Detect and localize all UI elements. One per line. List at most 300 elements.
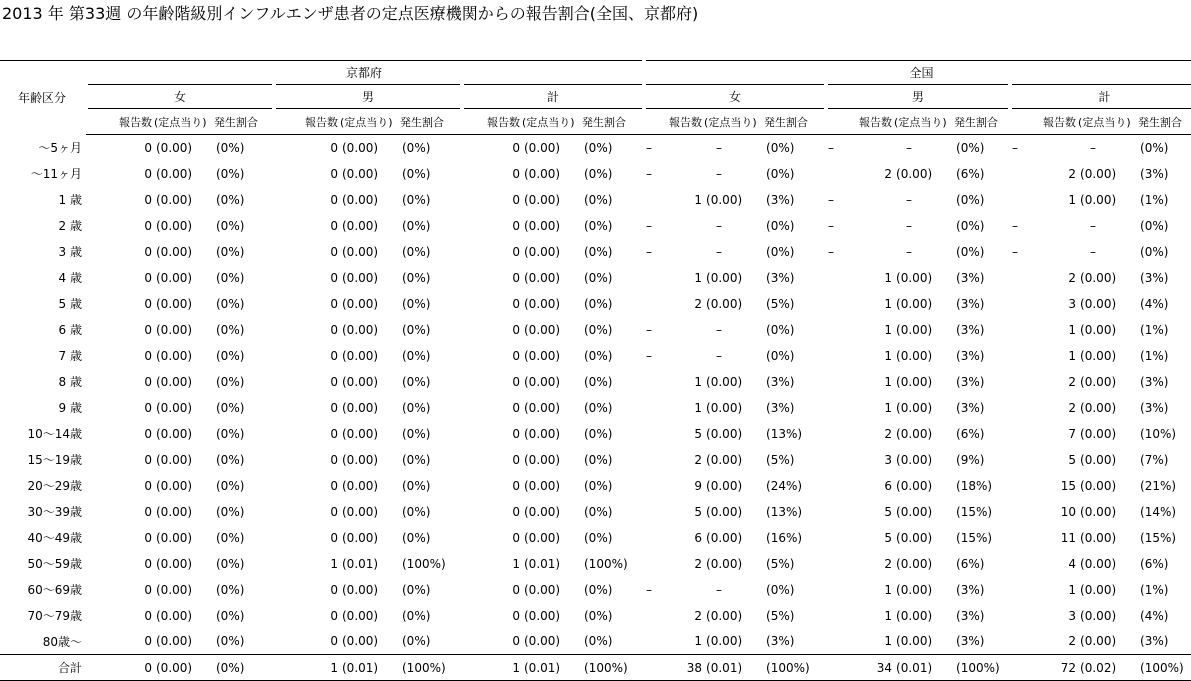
per-site-cell: (0.00) — [896, 478, 933, 493]
count-cell: 0 — [512, 270, 520, 285]
per-site-cell: (0.00) — [154, 655, 210, 681]
ratio-cell: (0%) — [766, 140, 795, 155]
per-site-cell: (0.00) — [524, 140, 561, 155]
count-cell: 5 — [884, 530, 893, 545]
ratio-cell: (0%) — [402, 322, 431, 337]
per-site-cell: (0.00) — [342, 504, 379, 519]
ratio-cell: (0%) — [766, 322, 795, 337]
count-cell: 0 — [330, 192, 338, 207]
ratio-cell: (0%) — [216, 192, 245, 207]
ratio-cell: (0%) — [956, 218, 985, 233]
per-site-cell: (0.00) — [524, 244, 561, 259]
page-title: 2013 年 第33週 の年齢階級別インフルエンザ患者の定点医療機関からの報告割合(全国、京都府) — [2, 4, 699, 23]
count-cell: 0 — [144, 608, 152, 623]
count-cell: – — [646, 348, 653, 363]
ratio-cell: (0%) — [584, 634, 613, 649]
count-cell: 9 — [694, 478, 703, 493]
ratio-cell: (0%) — [402, 296, 431, 311]
ratio-cell: (3%) — [1140, 374, 1169, 389]
per-site-cell: (0.00) — [524, 218, 561, 233]
count-cell: 5 — [1068, 452, 1077, 467]
count-cell: 0 — [512, 192, 520, 207]
count-cell: 1 — [1068, 322, 1077, 337]
per-site-cell: (0.00) — [342, 348, 379, 363]
ratio-cell: (0%) — [216, 530, 245, 545]
ratio-cell: (0%) — [584, 530, 613, 545]
count-cell: – — [828, 244, 835, 259]
per-site-cell: – — [906, 192, 913, 207]
per-site-cell: (0.00) — [1080, 322, 1117, 337]
per-site-cell: (0.00) — [1080, 166, 1117, 181]
count-cell: 0 — [330, 634, 338, 649]
count-cell: 0 — [512, 140, 520, 155]
kyoto-total-per-site-header: (定点当り) — [522, 109, 578, 135]
ratio-cell: (0%) — [216, 322, 245, 337]
ratio-cell: (0%) — [584, 426, 613, 441]
national-female-header: 女 — [644, 85, 826, 109]
per-site-cell: (0.01) — [340, 655, 396, 681]
per-site-cell: (0.00) — [342, 530, 379, 545]
per-site-cell: – — [906, 244, 913, 259]
age-cell: 合計 — [0, 655, 86, 681]
per-site-cell: (0.00) — [1080, 478, 1117, 493]
ratio-cell: (0%) — [216, 504, 245, 519]
per-site-cell: (0.00) — [156, 218, 193, 233]
kyoto-total-ratio-header: 発生割合 — [578, 109, 644, 135]
per-site-cell: (0.00) — [156, 582, 193, 597]
per-site-cell: (0.00) — [156, 504, 193, 519]
count-cell: 72 — [1010, 655, 1078, 681]
count-cell: 2 — [694, 608, 703, 623]
count-cell: 2 — [694, 556, 703, 571]
ratio-cell: (0%) — [402, 218, 431, 233]
per-site-cell: (0.00) — [342, 374, 379, 389]
ratio-cell: (0%) — [216, 140, 245, 155]
ratio-cell: (0%) — [402, 608, 431, 623]
table-row — [0, 135, 1191, 161]
region-kyoto-header: 京都府 — [86, 61, 644, 85]
ratio-cell: (0%) — [402, 374, 431, 389]
ratio-cell: (5%) — [766, 608, 795, 623]
table-row — [0, 265, 1191, 291]
ratio-cell: (13%) — [766, 426, 803, 441]
per-site-cell: (0.00) — [706, 608, 743, 623]
per-site-cell: (0.00) — [524, 374, 561, 389]
table-row — [0, 343, 1191, 369]
age-cell: 60～69歳 — [27, 583, 82, 597]
ratio-cell: (0%) — [216, 452, 245, 467]
count-cell: 0 — [144, 452, 152, 467]
per-site-cell: – — [716, 166, 723, 181]
ratio-cell: (3%) — [956, 322, 985, 337]
per-site-cell: (0.00) — [896, 426, 933, 441]
count-cell: 0 — [144, 556, 152, 571]
count-cell: 1 — [884, 374, 893, 389]
count-cell: 0 — [330, 140, 338, 155]
per-site-cell: (0.00) — [524, 478, 561, 493]
count-cell: 10 — [1060, 504, 1077, 519]
per-site-cell: (0.00) — [342, 452, 379, 467]
per-site-cell: (0.00) — [342, 478, 379, 493]
ratio-cell: (1%) — [1140, 348, 1169, 363]
count-cell: 0 — [512, 530, 520, 545]
per-site-cell: (0.00) — [524, 530, 561, 545]
per-site-cell: – — [906, 140, 913, 155]
national-female-per-site-header: (定点当り) — [704, 109, 760, 135]
table-row — [0, 317, 1191, 343]
kyoto-female-count-header: 報告数 — [86, 109, 154, 135]
age-cell: 9 歳 — [58, 401, 82, 415]
count-cell: 0 — [512, 452, 520, 467]
count-cell: 4 — [1068, 556, 1077, 571]
ratio-cell: (6%) — [956, 426, 985, 441]
ratio-cell: (3%) — [956, 270, 985, 285]
count-cell: 0 — [144, 322, 152, 337]
count-cell: 0 — [330, 166, 338, 181]
ratio-cell: (15%) — [1140, 530, 1177, 545]
per-site-cell: (0.00) — [896, 166, 933, 181]
ratio-cell: (0%) — [956, 244, 985, 259]
per-site-cell: (0.00) — [156, 166, 193, 181]
count-cell: 1 — [1068, 192, 1077, 207]
per-site-cell: (0.00) — [524, 400, 561, 415]
age-cell: 6 歳 — [58, 323, 82, 337]
count-cell: 0 — [330, 218, 338, 233]
per-site-cell: (0.00) — [524, 322, 561, 337]
per-site-cell: (0.00) — [156, 374, 193, 389]
kyoto-male-header: 男 — [274, 85, 462, 109]
table-row — [0, 447, 1191, 473]
age-cell: 20～29歳 — [27, 479, 82, 493]
ratio-cell: (3%) — [766, 270, 795, 285]
count-cell: 2 — [884, 556, 893, 571]
count-cell: 38 — [644, 655, 704, 681]
ratio-cell: (100%) — [402, 556, 446, 571]
count-cell: 0 — [512, 166, 520, 181]
count-cell: 0 — [144, 348, 152, 363]
count-cell: 34 — [826, 655, 894, 681]
count-cell: 1 — [462, 655, 522, 681]
per-site-cell: (0.00) — [706, 400, 743, 415]
ratio-cell: (4%) — [1140, 296, 1169, 311]
per-site-cell: (0.00) — [524, 270, 561, 285]
table-row — [0, 239, 1191, 265]
ratio-cell: (3%) — [1140, 634, 1169, 649]
ratio-cell: (0%) — [766, 218, 795, 233]
count-cell: 0 — [330, 322, 338, 337]
ratio-cell: (0%) — [1140, 140, 1169, 155]
count-cell: 0 — [144, 530, 152, 545]
ratio-cell: (3%) — [956, 374, 985, 389]
kyoto-male-ratio-header: 発生割合 — [396, 109, 462, 135]
per-site-cell: (0.00) — [706, 556, 743, 571]
count-cell: 1 — [694, 192, 703, 207]
count-cell: 1 — [512, 556, 520, 571]
ratio-cell: (0%) — [402, 348, 431, 363]
count-cell: 0 — [144, 296, 152, 311]
age-cell: 2 歳 — [58, 219, 82, 233]
ratio-cell: (21%) — [1140, 478, 1177, 493]
ratio-cell: (0%) — [216, 218, 245, 233]
ratio-cell: (3%) — [956, 634, 985, 649]
per-site-cell: (0.00) — [156, 634, 193, 649]
ratio-cell: (100%) — [584, 556, 628, 571]
count-cell: 15 — [1060, 478, 1077, 493]
count-cell: 2 — [694, 296, 703, 311]
per-site-cell: (0.00) — [156, 556, 193, 571]
ratio-cell: (0%) — [216, 374, 245, 389]
ratio-cell: (15%) — [956, 530, 993, 545]
ratio-cell: (0%) — [216, 478, 245, 493]
count-cell: 0 — [330, 582, 338, 597]
ratio-cell: (0%) — [402, 244, 431, 259]
per-site-cell: (0.00) — [342, 244, 379, 259]
ratio-cell: (24%) — [766, 478, 803, 493]
count-cell: 0 — [144, 270, 152, 285]
table-row — [0, 187, 1191, 213]
ratio-cell: (0%) — [584, 608, 613, 623]
age-cell: 5 歳 — [58, 297, 82, 311]
age-cell: 70～79歳 — [27, 609, 82, 623]
count-cell: 1 — [884, 348, 893, 363]
ratio-cell: (1%) — [1140, 322, 1169, 337]
ratio-cell: (0%) — [766, 244, 795, 259]
count-cell: 0 — [330, 478, 338, 493]
count-cell: 0 — [144, 634, 152, 649]
age-cell: 10～14歳 — [27, 427, 82, 441]
age-cell: 40～49歳 — [27, 531, 82, 545]
count-cell: 0 — [144, 582, 152, 597]
per-site-cell: (0.00) — [342, 166, 379, 181]
per-site-cell: – — [716, 322, 723, 337]
national-total-ratio-header: 発生割合 — [1134, 109, 1191, 135]
count-cell: 0 — [512, 348, 520, 363]
ratio-cell: (0%) — [402, 478, 431, 493]
ratio-cell: (3%) — [956, 582, 985, 597]
ratio-cell: (0%) — [584, 322, 613, 337]
count-cell: – — [646, 166, 653, 181]
ratio-cell: (14%) — [1140, 504, 1177, 519]
table-row — [0, 473, 1191, 499]
table-row — [0, 525, 1191, 551]
per-site-cell: (0.01) — [524, 556, 561, 571]
table-row — [0, 551, 1191, 577]
per-site-cell: (0.00) — [896, 348, 933, 363]
age-cell: 30～39歳 — [27, 505, 82, 519]
ratio-cell: (100%) — [396, 655, 462, 681]
per-site-cell: (0.00) — [706, 270, 743, 285]
per-site-cell: (0.00) — [896, 270, 933, 285]
ratio-cell: (3%) — [766, 400, 795, 415]
per-site-cell: (0.00) — [1080, 530, 1117, 545]
per-site-cell: (0.00) — [896, 582, 933, 597]
per-site-cell: (0.00) — [896, 634, 933, 649]
table-row — [0, 577, 1191, 603]
ratio-cell: (0%) — [956, 192, 985, 207]
per-site-cell: – — [906, 218, 913, 233]
ratio-cell: (0%) — [402, 192, 431, 207]
count-cell: 6 — [694, 530, 703, 545]
count-cell: 1 — [694, 400, 703, 415]
per-site-cell: (0.00) — [156, 400, 193, 415]
age-cell: ～5ヶ月 — [38, 141, 82, 155]
count-cell: 0 — [512, 218, 520, 233]
per-site-cell: (0.00) — [342, 296, 379, 311]
count-cell: 0 — [330, 452, 338, 467]
ratio-cell: (5%) — [766, 452, 795, 467]
per-site-cell: – — [716, 582, 723, 597]
ratio-cell: (0%) — [216, 634, 245, 649]
per-site-cell: (0.00) — [342, 608, 379, 623]
count-cell: 0 — [512, 244, 520, 259]
per-site-cell: – — [1090, 218, 1097, 233]
count-cell: 2 — [1068, 166, 1077, 181]
per-site-cell: (0.00) — [1080, 348, 1117, 363]
count-cell: 0 — [330, 244, 338, 259]
count-cell: 0 — [512, 426, 520, 441]
count-cell: 2 — [884, 166, 893, 181]
count-cell: 0 — [512, 400, 520, 415]
age-cell: 8 歳 — [58, 375, 82, 389]
table-row — [0, 629, 1191, 655]
table-row — [0, 161, 1191, 187]
ratio-cell: (0%) — [402, 634, 431, 649]
national-total-count-header: 報告数 — [1010, 109, 1078, 135]
count-cell: 1 — [884, 582, 893, 597]
ratio-cell: (10%) — [1140, 426, 1177, 441]
count-cell: 0 — [330, 374, 338, 389]
table-row — [0, 395, 1191, 421]
count-cell: – — [828, 192, 835, 207]
count-cell: 7 — [1068, 426, 1077, 441]
per-site-cell: (0.02) — [1078, 655, 1134, 681]
count-cell: 1 — [884, 270, 893, 285]
ratio-cell: (0%) — [216, 244, 245, 259]
ratio-cell: (0%) — [216, 426, 245, 441]
ratio-cell: (3%) — [766, 634, 795, 649]
ratio-cell: (0%) — [402, 140, 431, 155]
per-site-cell: (0.00) — [524, 348, 561, 363]
per-site-cell: (0.00) — [706, 504, 743, 519]
ratio-cell: (3%) — [956, 608, 985, 623]
per-site-cell: (0.00) — [156, 244, 193, 259]
count-cell: – — [646, 244, 653, 259]
ratio-cell: (0%) — [216, 270, 245, 285]
per-site-cell: (0.00) — [156, 296, 193, 311]
ratio-cell: (6%) — [956, 166, 985, 181]
national-male-ratio-header: 発生割合 — [950, 109, 1010, 135]
count-cell: 0 — [512, 634, 520, 649]
total-row — [0, 655, 1191, 681]
ratio-cell: (4%) — [1140, 608, 1169, 623]
table-row — [0, 603, 1191, 629]
per-site-cell: (0.00) — [706, 452, 743, 467]
per-site-cell: (0.00) — [342, 270, 379, 285]
per-site-cell: (0.00) — [706, 296, 743, 311]
per-site-cell: (0.01) — [704, 655, 760, 681]
count-cell: 1 — [884, 400, 893, 415]
ratio-cell: (0%) — [216, 608, 245, 623]
ratio-cell: (0%) — [402, 504, 431, 519]
ratio-cell: (16%) — [766, 530, 803, 545]
table-row — [0, 213, 1191, 239]
ratio-cell: (0%) — [210, 655, 274, 681]
count-cell: 1 — [694, 634, 703, 649]
per-site-cell: (0.00) — [706, 530, 743, 545]
national-total-per-site-header: (定点当り) — [1078, 109, 1134, 135]
count-cell: 2 — [1068, 400, 1077, 415]
per-site-cell: (0.00) — [342, 426, 379, 441]
count-cell: 0 — [144, 166, 152, 181]
per-site-cell: (0.00) — [1080, 608, 1117, 623]
ratio-cell: (0%) — [216, 582, 245, 597]
ratio-cell: (0%) — [766, 166, 795, 181]
count-cell: 0 — [512, 582, 520, 597]
ratio-cell: (9%) — [956, 452, 985, 467]
age-cell: 80歳～ — [42, 634, 82, 649]
ratio-cell: (5%) — [766, 556, 795, 571]
table-row — [0, 369, 1191, 395]
count-cell: 3 — [1068, 608, 1077, 623]
ratio-cell: (0%) — [584, 348, 613, 363]
count-cell: – — [646, 140, 653, 155]
per-site-cell: (0.00) — [896, 374, 933, 389]
national-male-count-header: 報告数 — [826, 109, 894, 135]
per-site-cell: (0.00) — [342, 218, 379, 233]
count-cell: 0 — [512, 374, 520, 389]
age-cell: ～11ヶ月 — [30, 167, 82, 181]
count-cell: 0 — [512, 608, 520, 623]
ratio-cell: (0%) — [584, 192, 613, 207]
kyoto-female-header: 女 — [86, 85, 274, 109]
count-cell: – — [646, 218, 653, 233]
per-site-cell: (0.00) — [156, 140, 193, 155]
per-site-cell: (0.00) — [1080, 400, 1117, 415]
per-site-cell: (0.00) — [896, 322, 933, 337]
ratio-cell: (3%) — [766, 192, 795, 207]
ratio-cell: (1%) — [1140, 192, 1169, 207]
count-cell: 0 — [144, 478, 152, 493]
count-cell: 6 — [884, 478, 893, 493]
per-site-cell: (0.00) — [896, 530, 933, 545]
per-site-cell: (0.00) — [896, 296, 933, 311]
region-national-header: 全国 — [644, 61, 1191, 85]
age-cell: 7 歳 — [58, 349, 82, 363]
count-cell: 1 — [694, 374, 703, 389]
per-site-cell: (0.01) — [342, 556, 379, 571]
count-cell: 1 — [1068, 582, 1077, 597]
ratio-cell: (0%) — [216, 556, 245, 571]
count-cell: 0 — [86, 655, 154, 681]
per-site-cell: (0.00) — [156, 322, 193, 337]
count-cell: 0 — [330, 270, 338, 285]
ratio-cell: (0%) — [402, 400, 431, 415]
influenza-table — [0, 60, 1191, 681]
ratio-cell: (13%) — [766, 504, 803, 519]
per-site-cell: (0.00) — [1080, 192, 1117, 207]
count-cell: 0 — [330, 296, 338, 311]
count-cell: 11 — [1060, 530, 1077, 545]
ratio-cell: (0%) — [402, 452, 431, 467]
per-site-cell: – — [1090, 140, 1097, 155]
ratio-cell: (0%) — [402, 270, 431, 285]
kyoto-female-ratio-header: 発生割合 — [210, 109, 274, 135]
age-cell: 3 歳 — [58, 245, 82, 259]
per-site-cell: (0.00) — [706, 374, 743, 389]
ratio-cell: (15%) — [956, 504, 993, 519]
per-site-cell: (0.00) — [156, 426, 193, 441]
count-cell: 0 — [330, 530, 338, 545]
